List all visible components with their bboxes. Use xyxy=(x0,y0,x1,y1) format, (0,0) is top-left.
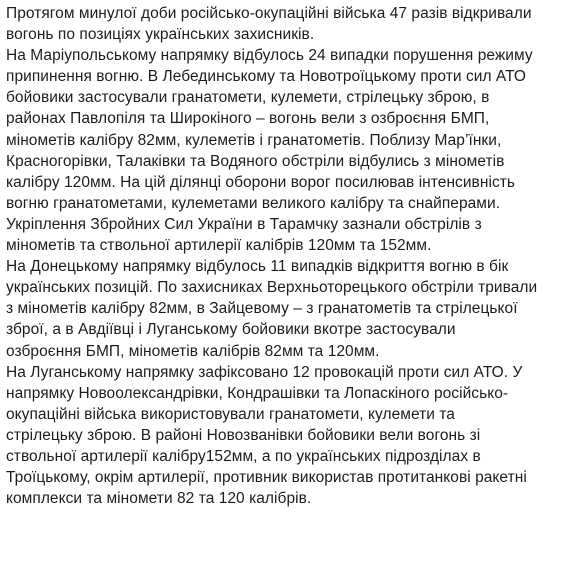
text-line: комплекси та міномети 82 та 120 калібрів. xyxy=(6,490,312,508)
text-line: районах Павлопіля та Широкіного – вогонь вели з озброєння БМП, xyxy=(6,110,490,128)
text-line: окупаційні війська використовували гранатомети, кулемети та xyxy=(6,405,455,423)
text-line: припинення вогню. В Лебединському та Новотроїцькому проти сил АТО xyxy=(6,68,527,86)
text-line: На Донецькому напрямку відбулось 11 випадків відкриття вогню в бік xyxy=(6,258,509,276)
text-line: Троїцькому, окрім артилерії, противник використав протитанкові ракетні xyxy=(6,469,527,487)
text-line: стрілецьку зброю. В районі Новозванівки бойовики вели вогонь зі xyxy=(6,426,481,444)
text-line: напрямку Новоолександрівки, Кондрашівки та Лопаскіного російсько- xyxy=(6,384,509,402)
text-line: На Луганському напрямку зафіксовано 12 провокацій проти сил АТО. У xyxy=(6,363,523,381)
text-line: зброї, а в Авдіївці і Луганському бойовики вкотре застосували xyxy=(6,321,456,339)
text-line: калібру 120мм. На цій ділянці оборони ворог посилював інтенсивність xyxy=(6,173,516,191)
text-line: Красногорівки, Талаківки та Водяного обстріли відбулись з мінометів xyxy=(6,152,505,170)
text-line: мінометів калібру 82мм, кулеметів і гранатометів. Поблизу Мар’їнки, xyxy=(6,131,502,149)
text-line: вогню гранатометами, кулеметами великого калібру та снайперами. xyxy=(6,194,501,212)
text-line: На Маріупольському напрямку відбулось 24 випадки порушення режиму xyxy=(6,47,533,65)
text-line: бойовики застосували гранатомети, кулемети, стрілецьку зброю, в xyxy=(6,89,490,107)
text-line: озброєння БМП, мінометів калібрів 82мм та 120мм. xyxy=(6,342,380,360)
text-line: вогонь по позиціях українських захисників. xyxy=(6,26,315,44)
text-line: з мінометів калібру 82мм, в Зайцевому – з гранатометів та стрілецької xyxy=(6,300,518,318)
text-line: українських позицій. По захисниках Верхньоторецького обстріли тривали xyxy=(6,279,538,297)
text-line: мінометів та ствольної артилерії калібрів 120мм та 152мм. xyxy=(6,237,432,255)
text-line: ствольної артилерії калібру152мм, а по українських підрозділах в xyxy=(6,447,481,465)
article-text xyxy=(6,3,574,509)
text-line: Укріплення Збройних Сил України в Тарамчку зазнали обстрілів з xyxy=(6,215,482,233)
text-line: Протягом минулої доби російсько-окупаційні війська 47 разів відкривали xyxy=(6,5,532,22)
